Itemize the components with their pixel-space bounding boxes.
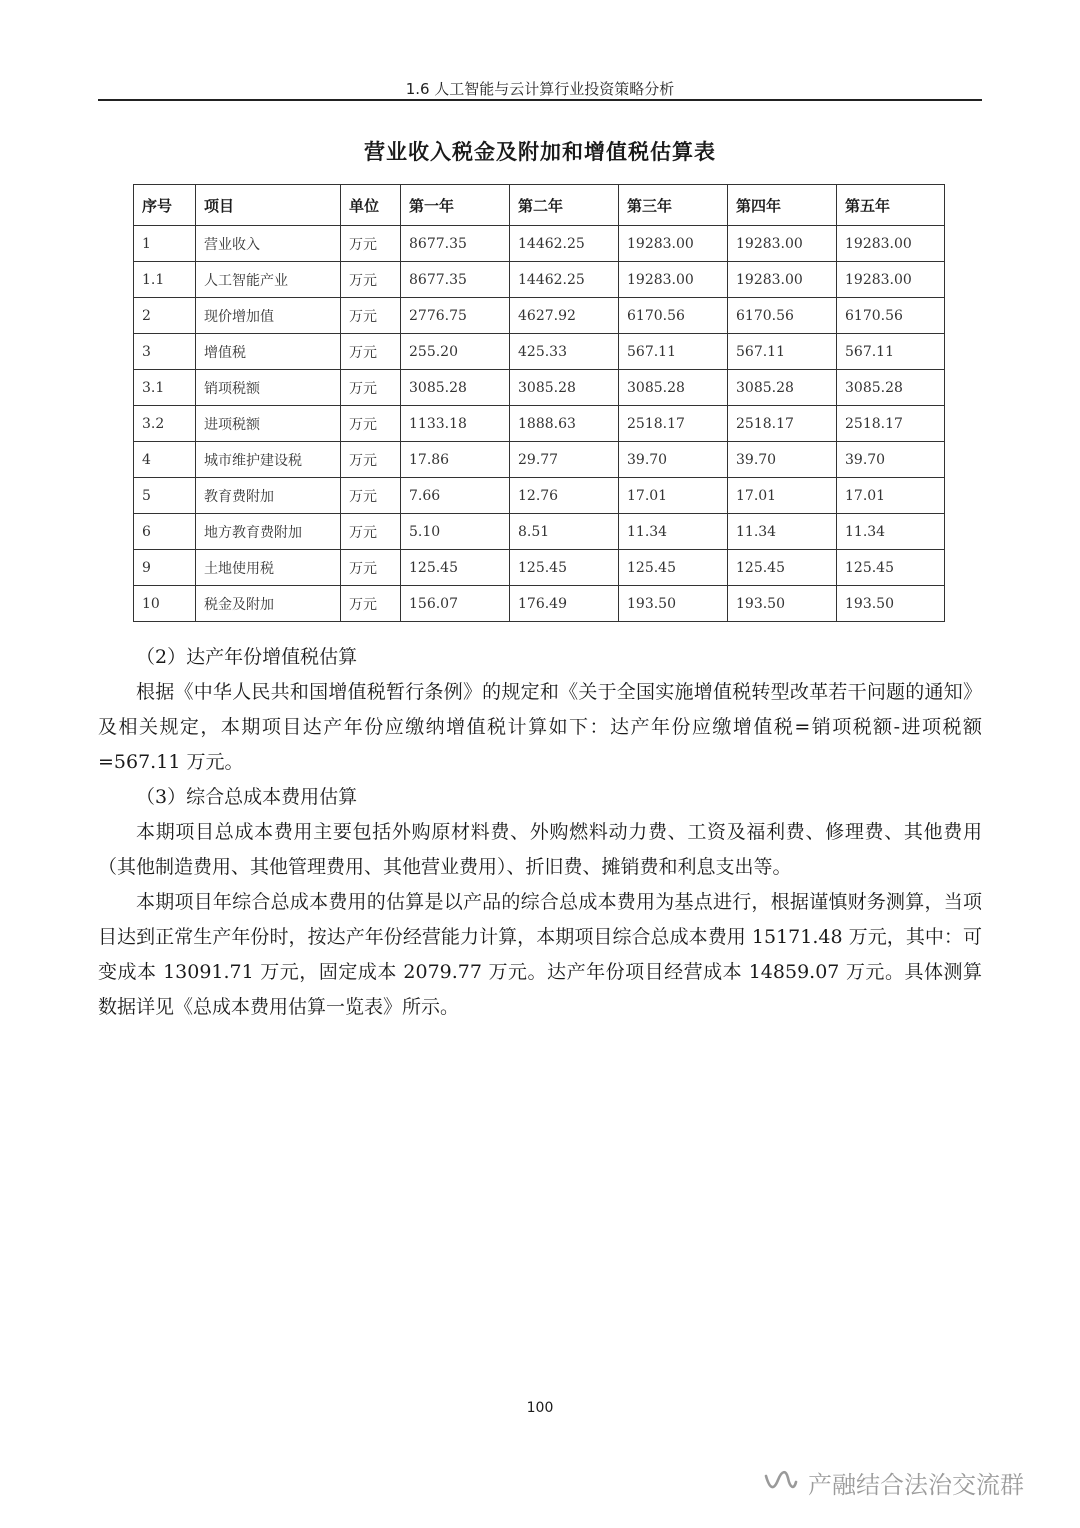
table-cell: 14462.25	[510, 226, 619, 262]
table-cell: 29.77	[510, 442, 619, 478]
table-cell: 17.01	[837, 478, 945, 514]
table-cell: 193.50	[837, 586, 945, 622]
table-row	[134, 226, 945, 262]
table-cell: 39.70	[728, 442, 837, 478]
table-cell: 193.50	[728, 586, 837, 622]
table-cell: 土地使用税	[196, 550, 341, 586]
table-cell: 1133.18	[401, 406, 510, 442]
table-cell: 6	[134, 514, 196, 550]
table-cell: 万元	[341, 514, 401, 550]
table-cell: 税金及附加	[196, 586, 341, 622]
table-cell: 8677.35	[401, 262, 510, 298]
table-cell: 万元	[341, 370, 401, 406]
table-cell: 2518.17	[837, 406, 945, 442]
table-cell: 19283.00	[837, 262, 945, 298]
table-cell: 4627.92	[510, 298, 619, 334]
table-cell: 125.45	[728, 550, 837, 586]
table-cell: 3.1	[134, 370, 196, 406]
header-divider	[98, 99, 982, 101]
table-row	[134, 334, 945, 370]
table-cell: 11.34	[619, 514, 728, 550]
table-row	[134, 370, 945, 406]
table-cell: 增值税	[196, 334, 341, 370]
table-cell: 3.2	[134, 406, 196, 442]
table-cell: 3085.28	[837, 370, 945, 406]
table-cell: 万元	[341, 442, 401, 478]
section-heading-cost: （3）综合总成本费用估算	[136, 786, 358, 808]
table-cell: 125.45	[837, 550, 945, 586]
table-cell: 7.66	[401, 478, 510, 514]
table-cell: 万元	[341, 406, 401, 442]
table-cell: 8677.35	[401, 226, 510, 262]
table-cell: 19283.00	[619, 262, 728, 298]
table-cell: 10	[134, 586, 196, 622]
table-cell: 12.76	[510, 478, 619, 514]
table-cell: 3085.28	[728, 370, 837, 406]
table-cell: 567.11	[619, 334, 728, 370]
table-cell: 11.34	[837, 514, 945, 550]
table-cell: 1	[134, 226, 196, 262]
table-cell: 17.01	[619, 478, 728, 514]
table-cell: 2	[134, 298, 196, 334]
table-cell: 125.45	[619, 550, 728, 586]
table-cell: 567.11	[837, 334, 945, 370]
table-cell: 17.01	[728, 478, 837, 514]
table-cell: 39.70	[837, 442, 945, 478]
table-cell: 17.86	[401, 442, 510, 478]
table-header-row	[134, 185, 945, 226]
table-cell: 现价增加值	[196, 298, 341, 334]
table-cell: 2518.17	[619, 406, 728, 442]
table-cell: 19283.00	[728, 226, 837, 262]
table-cell: 万元	[341, 478, 401, 514]
table-cell: 万元	[341, 226, 401, 262]
column-header: 第一年	[401, 185, 510, 226]
table-cell: 425.33	[510, 334, 619, 370]
paragraph-vat: 根据《中华人民共和国增值税暂行条例》的规定和《关于全国实施增值税转型改革若干问题的通知》及相关规定，本期项目达产年份应缴纳增值税计算如下：达产年份应缴增值税=销项税额-进项税额=567.11 万元。	[98, 681, 982, 773]
table-cell: 8.51	[510, 514, 619, 550]
table-row	[134, 262, 945, 298]
running-header-title: 1.6 人工智能与云计算行业投资策略分析	[405, 80, 675, 98]
table-cell: 19283.00	[619, 226, 728, 262]
table-cell: 125.45	[510, 550, 619, 586]
table-row	[134, 442, 945, 478]
table-title: 营业收入税金及附加和增值税估算表	[364, 139, 716, 164]
table-row	[134, 478, 945, 514]
tax-estimate-table	[133, 184, 945, 622]
body-text	[98, 640, 982, 1025]
table-body	[134, 226, 945, 622]
table-cell: 城市维护建设税	[196, 442, 341, 478]
section-heading-vat: （2）达产年份增值税估算	[136, 646, 358, 668]
column-header: 第二年	[510, 185, 619, 226]
table-cell: 19283.00	[837, 226, 945, 262]
table-cell: 进项税额	[196, 406, 341, 442]
watermark	[760, 1462, 1024, 1502]
table-cell: 营业收入	[196, 226, 341, 262]
table-row	[134, 550, 945, 586]
table-cell: 2776.75	[401, 298, 510, 334]
table-cell: 125.45	[401, 550, 510, 586]
watermark-text: 产融结合法治交流群	[808, 1470, 1024, 1499]
column-header: 序号	[134, 185, 196, 226]
table-row	[134, 406, 945, 442]
table-cell: 3	[134, 334, 196, 370]
page-number: 100	[526, 1400, 554, 1416]
table-cell: 39.70	[619, 442, 728, 478]
wechat-channel-icon	[760, 1466, 800, 1498]
table-cell: 3085.28	[619, 370, 728, 406]
column-header: 项目	[196, 185, 341, 226]
table-row	[134, 298, 945, 334]
table-cell: 万元	[341, 586, 401, 622]
table-cell: 5.10	[401, 514, 510, 550]
column-header: 第三年	[619, 185, 728, 226]
paragraph-cost-items: 本期项目总成本费用主要包括外购原材料费、外购燃料动力费、工资及福利费、修理费、其他费用（其他制造费用、其他管理费用、其他营业费用）、折旧费、摊销费和利息支出等。	[98, 821, 982, 878]
table-cell: 万元	[341, 334, 401, 370]
table-cell: 万元	[341, 550, 401, 586]
table-cell: 5	[134, 478, 196, 514]
table-cell: 255.20	[401, 334, 510, 370]
table-cell: 教育费附加	[196, 478, 341, 514]
table-cell: 4	[134, 442, 196, 478]
table-cell: 1888.63	[510, 406, 619, 442]
table-cell: 193.50	[619, 586, 728, 622]
table-cell: 6170.56	[837, 298, 945, 334]
table-cell: 销项税额	[196, 370, 341, 406]
paragraph-cost-estimate: 本期项目年综合总成本费用的估算是以产品的综合总成本费用为基点进行，根据谨慎财务测算，当项目达到正常生产年份时，按达产年份经营能力计算，本期项目综合总成本费用 15171.48 万元，其中：可变成本 13091.71 万元，固定成本 2079.77 万元。达产年份项目经营成本 14859.07 万元。具体测算数据详见《总成本费用估算一览表》所示。	[98, 891, 982, 1018]
table-cell: 156.07	[401, 586, 510, 622]
table-cell: 11.34	[728, 514, 837, 550]
table-cell: 19283.00	[728, 262, 837, 298]
table-cell: 6170.56	[728, 298, 837, 334]
column-header: 第四年	[728, 185, 837, 226]
table-cell: 地方教育费附加	[196, 514, 341, 550]
column-header: 第五年	[837, 185, 945, 226]
table-cell: 2518.17	[728, 406, 837, 442]
table-cell: 9	[134, 550, 196, 586]
table-cell: 176.49	[510, 586, 619, 622]
table-cell: 3085.28	[510, 370, 619, 406]
table-cell: 14462.25	[510, 262, 619, 298]
table-row	[134, 514, 945, 550]
table-row	[134, 586, 945, 622]
table-cell: 万元	[341, 298, 401, 334]
table-cell: 1.1	[134, 262, 196, 298]
column-header: 单位	[341, 185, 401, 226]
table-cell: 6170.56	[619, 298, 728, 334]
table-cell: 567.11	[728, 334, 837, 370]
table-cell: 万元	[341, 262, 401, 298]
table-cell: 人工智能产业	[196, 262, 341, 298]
table-cell: 3085.28	[401, 370, 510, 406]
